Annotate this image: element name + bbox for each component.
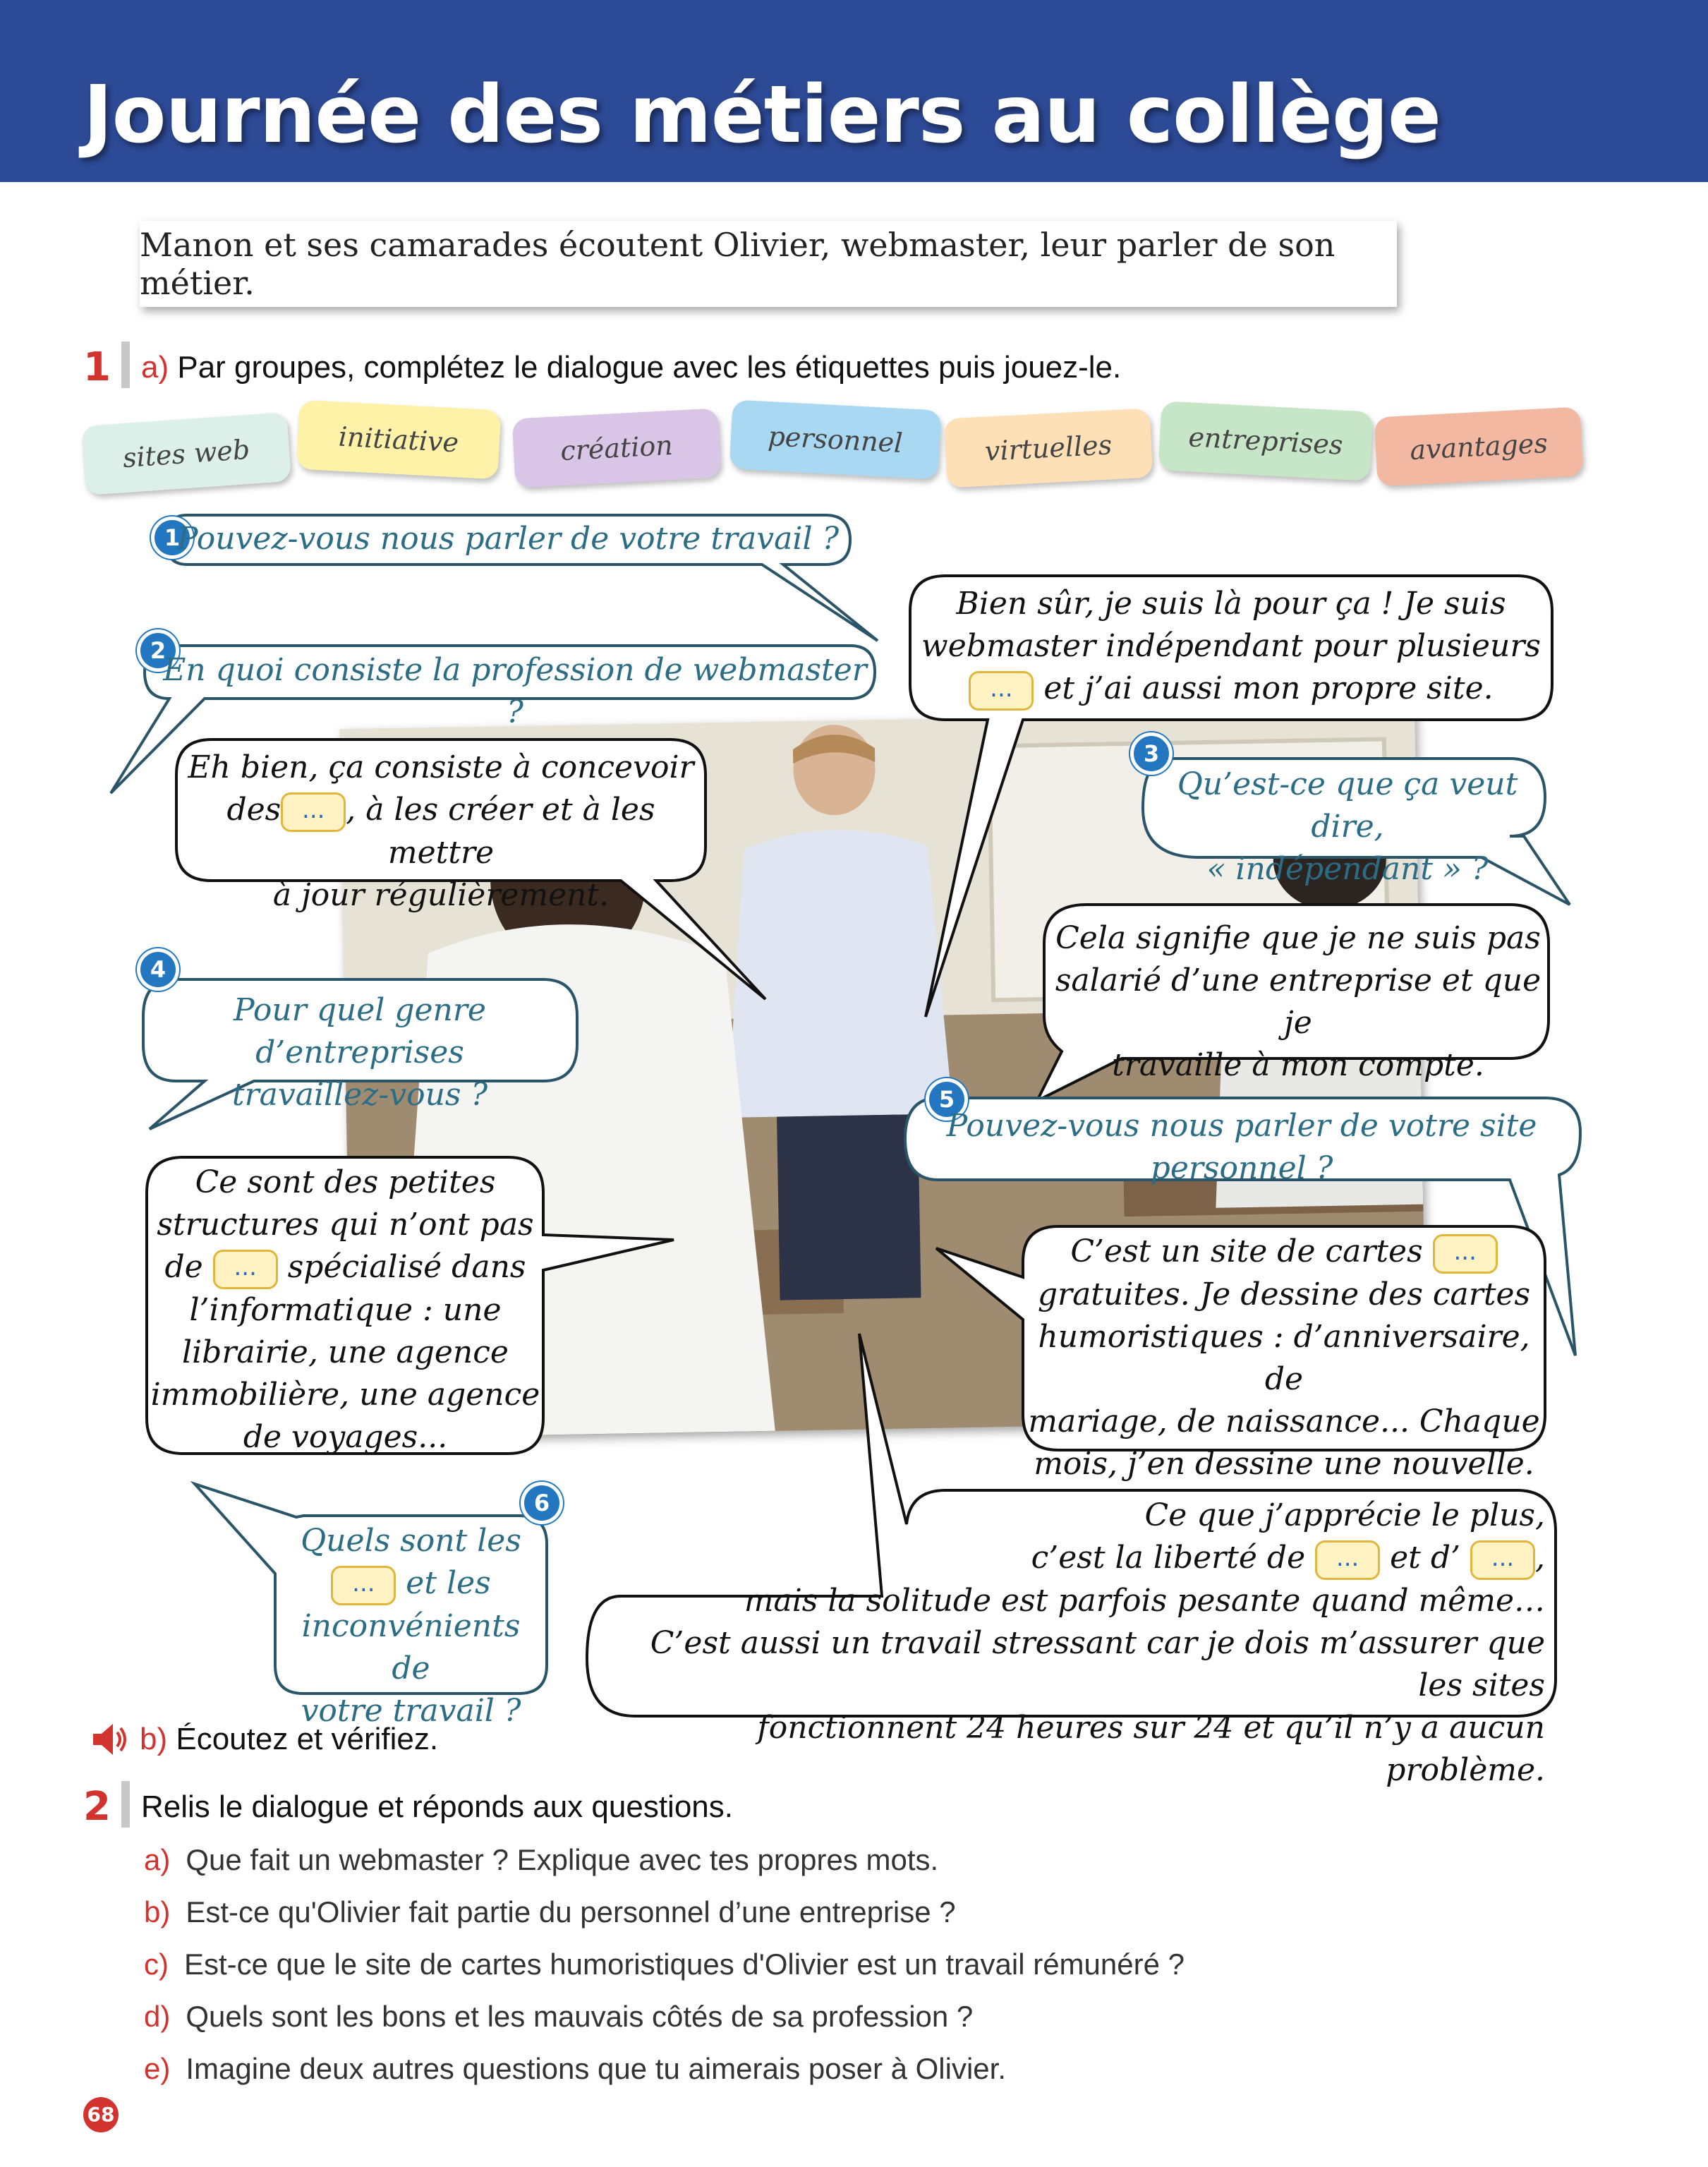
answer-2-text: Eh bien, ça consiste à concevoir des ... , à les créer et à les mettre à jour régulièrement. bbox=[188, 749, 694, 913]
answer-6-text: Ce que j’apprécie le plus, c’est la liberté de ... et d’ ... , mais la solitude est parfois pesante quand même… C’est aussi un travail stressant car je dois m’assurer que les sites fonctionnent 24 heures sur 24 et qu’il n’y a aucun problème. bbox=[650, 1497, 1545, 1788]
answer-5-text: C’est un site de cartes ... gratuites. Je dessine des cartes humoristiques : d’anniversaire, de mariage, de naissance... Chaque mois, j’en dessine une nouvelle. bbox=[1028, 1233, 1540, 1482]
dialogue-number-3: 3 bbox=[1130, 732, 1173, 775]
answer-1-text: Bien sûr, je suis là pour ça ! Je suis webmaster indépendant pour plusieurs ... et j’ai aussi mon propre site. bbox=[917, 583, 1545, 711]
tag-creation[interactable]: création bbox=[512, 408, 722, 488]
intro-box: Manon et ses camarades écoutent Olivier, webmaster, leur parler de son métier. bbox=[140, 221, 1397, 307]
answer-blank[interactable]: ... bbox=[1315, 1540, 1380, 1580]
tag-personnel[interactable]: personnel bbox=[729, 399, 942, 479]
question-item-e: e) Imagine deux autres questions que tu aimerais poser à Olivier. bbox=[144, 2052, 1006, 2085]
dialogue-number-4: 4 bbox=[137, 948, 179, 991]
exercise-1a-text: Par groupes, complétez le dialogue avec les étiquettes puis jouez-le. bbox=[177, 350, 1122, 385]
answer-blank[interactable]: ... bbox=[1433, 1234, 1498, 1274]
dialogue-number-6: 6 bbox=[521, 1482, 563, 1524]
audio-speaker-icon[interactable] bbox=[90, 1720, 128, 1758]
exercise-1b-text: Écoutez et vérifiez. bbox=[176, 1722, 439, 1756]
question-6-text: Quels sont les ... et les inconvénients de votre travail ? bbox=[301, 1523, 521, 1729]
question-item-c: c) Est-ce que le site de cartes humoristiques d'Olivier est un travail rémunéré ? bbox=[144, 1948, 1185, 1981]
dialogue-number-1: 1 bbox=[151, 517, 193, 559]
exercise-1a-letter: a) bbox=[141, 350, 169, 385]
answer-blank[interactable]: ... bbox=[969, 671, 1034, 711]
exercise-2-bar bbox=[121, 1781, 130, 1828]
question-item-d: d) Quels sont les bons et les mauvais côtés de sa profession ? bbox=[144, 2000, 974, 2033]
question-4-text: Pour quel genre d’entreprises travaillez-vous ? bbox=[231, 992, 488, 1113]
dialogue-number-5: 5 bbox=[926, 1078, 968, 1121]
exercise-2-title: Relis le dialogue et réponds aux questions. bbox=[141, 1789, 733, 1824]
page-title: Journée des métiers au collège bbox=[83, 69, 1441, 161]
question-1-text: Pouvez-vous nous parler de votre travail ? bbox=[176, 521, 840, 557]
question-item-a: a) Que fait un webmaster ? Explique avec tes propres mots. bbox=[144, 1843, 939, 1876]
answer-blank[interactable]: ... bbox=[281, 792, 346, 832]
tag-virtuelles[interactable]: virtuelles bbox=[944, 408, 1153, 488]
exercise-1-number: 1 bbox=[83, 344, 111, 390]
tag-avantages[interactable]: avantages bbox=[1374, 406, 1584, 486]
exercise-1b-instruction bbox=[140, 1722, 438, 1757]
tag-initiative[interactable]: initiative bbox=[296, 400, 502, 480]
answer-blank[interactable]: ... bbox=[1470, 1540, 1535, 1580]
question-2-text: En quoi consiste la profession de webmaster ? bbox=[163, 652, 867, 730]
exercise-1b-letter: b) bbox=[140, 1722, 168, 1756]
question-item-b: b) Est-ce qu'Olivier fait partie du personnel d’une entreprise ? bbox=[144, 1895, 956, 1928]
dialogue-number-2: 2 bbox=[137, 629, 179, 672]
tag-entreprises[interactable]: entreprises bbox=[1158, 401, 1374, 481]
answer-3-text: Cela signifie que je ne suis pas salarié d’une entreprise et que je travaille à mon compte. bbox=[1055, 920, 1542, 1083]
answer-blank[interactable]: ... bbox=[331, 1566, 396, 1605]
tag-sites-web[interactable]: sites web bbox=[81, 412, 291, 495]
exercise-2-number: 2 bbox=[83, 1784, 111, 1830]
answer-4-text: Ce sont des petites structures qui n’ont pas de ... spécialisé dans l’informatique : une librairie, une agence immobilière, une agence de voyages... bbox=[150, 1164, 540, 1455]
question-3-text: Qu’est-ce que ça veut dire, « indépendant » ? bbox=[1177, 766, 1518, 887]
page-number: 68 bbox=[83, 2097, 119, 2132]
question-5-text: Pouvez-vous nous parler de votre site personnel ? bbox=[946, 1108, 1537, 1186]
answer-blank[interactable]: ... bbox=[213, 1250, 278, 1289]
